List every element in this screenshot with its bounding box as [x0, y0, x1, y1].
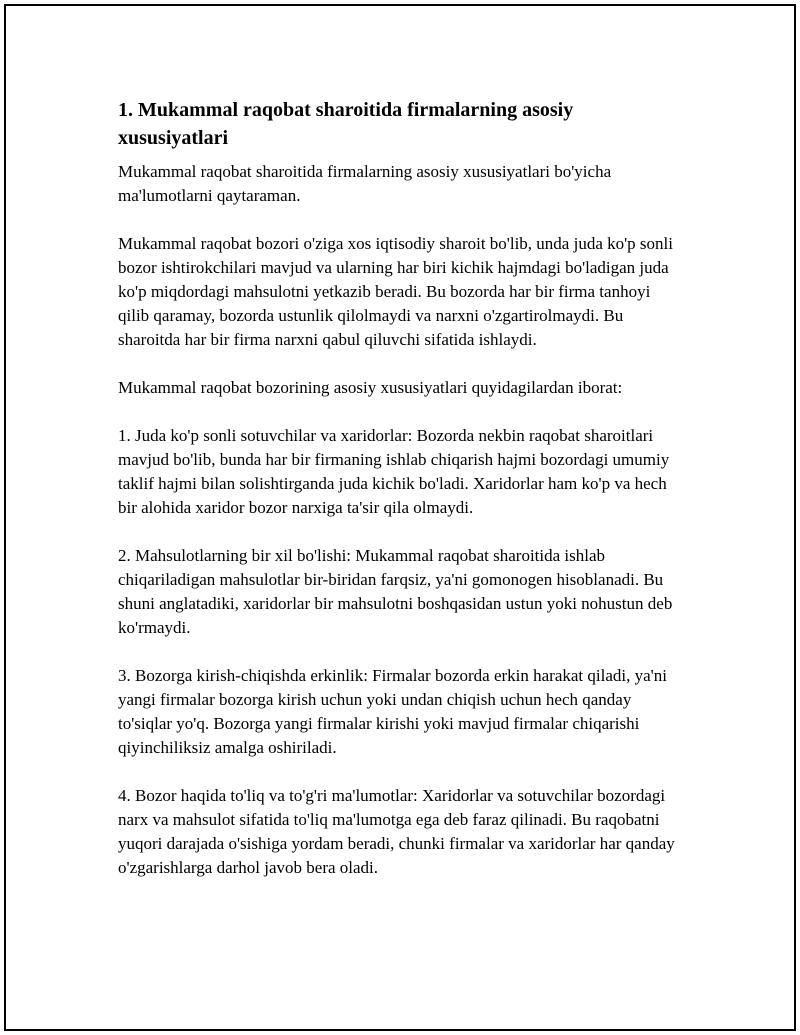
features-lead-paragraph: Mukammal raqobat bozorining asosiy xususiyatlari quyidagilardan iborat:: [118, 378, 623, 397]
definition-paragraph: Mukammal raqobat bozori o'ziga xos iqtisodiy sharoit bo'lib, unda juda ko'p sonli bozor ishtirokchilari mavjud va ularning har biri kichik hajmdagi bo'ladigan juda ko'p miqdordagi mahsulotni yetkazib beradi. Bu bozorda har bir firma tanhoyi qilib qaramay, bozorda ustunlik qilolmaydi va narxni o'zgartirolmaydi. Bu sharoitda har bir firma narxni qabul qiluvchi sifatida ishlaydi.: [118, 234, 673, 349]
intro-paragraph: Mukammal raqobat sharoitida firmalarning asosiy xususiyatlari bo'yicha ma'lumotlarni qaytaraman.: [118, 162, 612, 205]
feature-4-paragraph: 4. Bozor haqida to'liq va to'g'ri ma'lumotlar: Xaridorlar va sotuvchilar bozordagi narx va mahsulot sifatida to'liq ma'lumotga ega deb faraz qilinadi. Bu raqobatni yuqori darajada o'sishiga yordam beradi, chunki firmalar va xaridorlar har qanday o'zgarishlarga darhol javob bera oladi.: [118, 786, 675, 877]
feature-3-paragraph: 3. Bozorga kirish-chiqishda erkinlik: Firmalar bozorda erkin harakat qiladi, ya'ni yangi firmalar bozorga kirish uchun yoki undan chiqish uchun hech qanday to'siqlar yo'q. Bozorga yangi firmalar kirishi yoki mavjud firmalar chiqarishi qiyinchiliksiz amalga oshiriladi.: [118, 666, 667, 757]
feature-1-paragraph: 1. Juda ko'p sonli sotuvchilar va xaridorlar: Bozorda nekbin raqobat sharoitlari mavjud bo'lib, bunda har bir firmaning ishlab chiqarish hajmi bozordagi umumiy taklif hajmi bilan solishtirganda juda kichik bo'ladi. Xaridorlar ham ko'p va hech bir alohida xaridor bozor narxiga ta'sir qila olmaydi.: [118, 426, 670, 517]
document-body: [118, 96, 684, 904]
feature-2-paragraph: 2. Mahsulotlarning bir xil bo'lishi: Mukammal raqobat sharoitida ishlab chiqariladigan mahsulotlar bir-biridan farqsiz, ya'ni gomonogen hisoblanadi. Bu shuni anglatadiki, xaridorlar bir mahsulotni boshqasidan ustun yoki nohustun deb ko'rmaydi.: [118, 546, 673, 637]
document-title: 1. Mukammal raqobat sharoitida firmalarning asosiy xususiyatlari: [118, 99, 574, 149]
